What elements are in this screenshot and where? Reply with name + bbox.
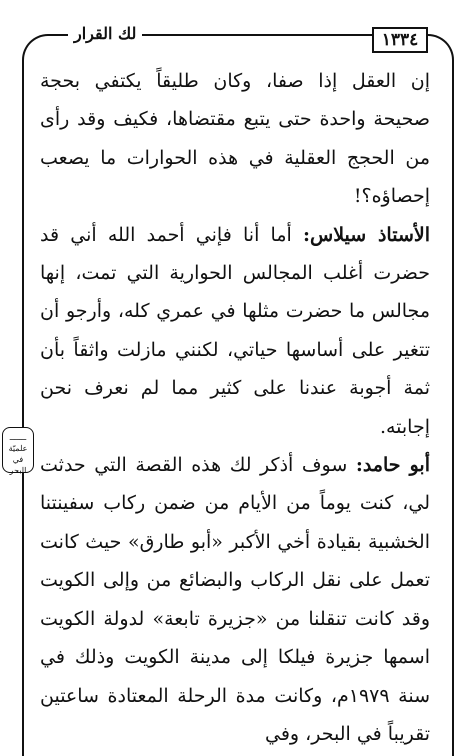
speaker-name: أبو حامد: — [355, 454, 430, 477]
margin-note-line-2: علميّة في — [8, 444, 28, 464]
margin-note-line-3: البحر — [9, 466, 27, 475]
paragraph-2-text: أما أنا فإني أحمد الله أني قد حضرت أغلب المجالس الحوارية التي تمت، إنها مجالس ما حضرت مثلها في عمري كله، وأرجو أن تتغير على أساسها حياتي، لكنني مازلت واثقاً بأن ثمة أجوبة عندنا على كثير مما لم نعرف نحن إجابته. — [40, 223, 430, 438]
margin-note — [2, 427, 34, 473]
running-header-title: لك القرار — [68, 25, 142, 43]
margin-note-line-1: ـــــــ — [9, 433, 27, 442]
paragraph-1-text: إن العقل إذا صفا، وكان طليقاً يكتفي بحجة صحيحة واحدة حتى يتبع مقتضاها، فكيف وقد رأى من الحجج العقلية في هذه الحوارات ما يصعب إحصاؤه؟! — [40, 70, 430, 208]
paragraph-2 — [40, 216, 430, 446]
paragraph-3-text: سوف أذكر لك هذه القصة التي حدثت لي، كنت يوماً من الأيام من ضمن ركاب سفينتنا الخشبية بقيادة أخي الأكبر «أبو طارق» حيث كانت تعمل على نقل الركاب والبضائع من وإلى الكويت وقد كانت تنقلنا من «جزيرة تابعة» لدولة الكويت اسمها جزيرة فيلكا إلى مدينة الكويت وذلك في سنة ١٩٧٩م، وكانت مدة الرحلة المعتادة ساعتين تقريباً في البحر، وفي — [40, 454, 430, 745]
page-number: ١٣٣٤ — [372, 27, 428, 53]
main-text — [40, 62, 430, 753]
paragraph-3 — [40, 446, 430, 753]
paragraph-1 — [40, 62, 430, 216]
speaker-name: الأستاذ سيلاس: — [303, 223, 430, 246]
